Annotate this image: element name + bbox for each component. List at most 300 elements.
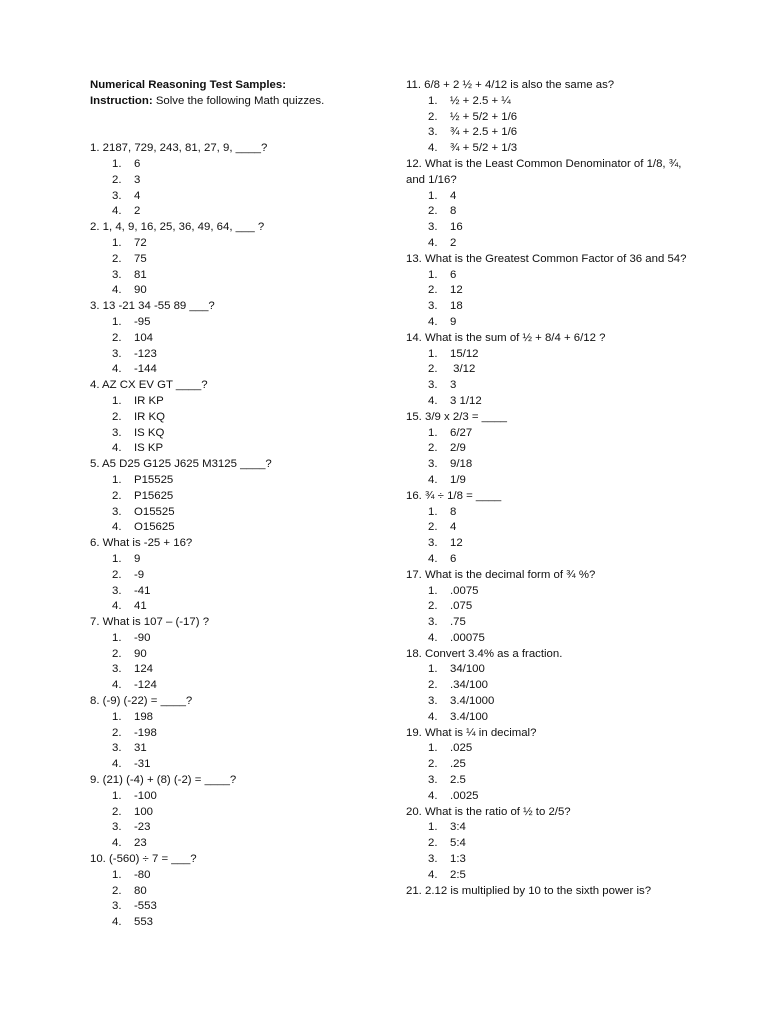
question-text: 4. AZ CX EV GT ____? — [90, 379, 208, 392]
question-text: 2. 1, 4, 9, 16, 25, 36, 49, 64, ___ ? — [90, 221, 265, 234]
option-number: 4. — [428, 631, 438, 644]
option-text: 81 — [134, 268, 147, 281]
option-number: 2. — [428, 837, 438, 850]
question-text: 8. (-9) (-22) = ____? — [90, 695, 193, 708]
answer-options — [406, 94, 690, 157]
question-text: 6. What is -25 + 16? — [90, 537, 193, 550]
option-text: -23 — [134, 821, 151, 834]
answer-options — [406, 741, 690, 804]
answer-options — [90, 394, 390, 457]
option-number: 2. — [428, 600, 438, 613]
answer-option — [406, 315, 690, 331]
option-number: 2. — [428, 284, 438, 297]
option-number: 1. — [112, 868, 122, 881]
answer-option — [90, 331, 390, 347]
answer-option — [90, 662, 390, 678]
option-number: 2. — [112, 331, 122, 344]
answer-option — [406, 710, 690, 726]
answer-option — [90, 189, 390, 205]
answer-option — [406, 394, 690, 410]
answer-option — [90, 805, 390, 821]
answer-option — [406, 520, 690, 536]
answer-option — [90, 899, 390, 915]
option-number: 3. — [428, 379, 438, 392]
question-text: 18. Convert 3.4% as a fraction. — [406, 647, 563, 660]
option-number: 4. — [428, 789, 438, 802]
option-text: .75 — [450, 616, 466, 629]
question-block — [90, 773, 390, 852]
question-block — [90, 852, 390, 931]
answer-option — [90, 868, 390, 884]
answer-option — [90, 489, 390, 505]
answer-option — [90, 631, 390, 647]
option-text: -90 — [134, 631, 151, 644]
answer-option — [406, 94, 690, 110]
answer-option — [90, 347, 390, 363]
answer-option — [90, 394, 390, 410]
option-text: 3:4 — [450, 821, 466, 834]
option-text: 6 — [134, 157, 141, 170]
option-text: 80 — [134, 884, 147, 897]
answer-options — [90, 236, 390, 299]
option-text: -124 — [134, 679, 157, 692]
question-text: 11. 6/8 + 2 ½ + 4/12 is also the same as? — [406, 79, 615, 91]
option-text: 4 — [450, 189, 457, 202]
question-text: 19. What is ¼ in decimal? — [406, 726, 537, 739]
option-number: 3. — [112, 268, 122, 281]
option-text: 9 — [450, 315, 457, 328]
option-number: 4. — [112, 442, 122, 455]
answer-option — [406, 268, 690, 284]
answer-option — [406, 141, 690, 157]
option-text: -100 — [134, 789, 157, 802]
option-text: -41 — [134, 584, 151, 597]
left-column — [90, 78, 390, 931]
answer-options — [90, 473, 390, 536]
option-text: IS KQ — [134, 426, 165, 439]
option-number: 1. — [112, 789, 122, 802]
answer-option — [406, 662, 690, 678]
option-number: 4. — [428, 868, 438, 881]
option-text: 2/9 — [450, 442, 466, 455]
option-text: 6/27 — [450, 426, 473, 439]
option-number: 3. — [112, 505, 122, 518]
option-number: 4. — [112, 521, 122, 534]
answer-option — [406, 631, 690, 647]
option-number: 2. — [112, 884, 122, 897]
question-text: 9. (21) (-4) + (8) (-2) = ____? — [90, 774, 237, 787]
option-number: 4. — [428, 315, 438, 328]
answer-option — [406, 852, 690, 868]
option-text: 12 — [450, 537, 463, 550]
answer-option — [406, 694, 690, 710]
option-text: 75 — [134, 252, 147, 265]
option-text: 90 — [134, 284, 147, 297]
answer-option — [406, 299, 690, 315]
option-number: 2. — [112, 489, 122, 502]
answer-options — [406, 347, 690, 410]
option-number: 2. — [112, 410, 122, 423]
option-number: 3. — [112, 584, 122, 597]
answer-option — [406, 283, 690, 299]
option-text: .00075 — [450, 631, 485, 644]
option-text: 34/100 — [450, 663, 485, 676]
answer-option — [90, 236, 390, 252]
option-number: 3. — [112, 347, 122, 360]
answer-option — [90, 441, 390, 457]
answer-option — [406, 378, 690, 394]
answer-options — [90, 868, 390, 931]
option-text: 8 — [450, 505, 457, 518]
option-text: 9 — [134, 552, 141, 565]
question-block — [90, 378, 390, 457]
answer-options — [406, 268, 690, 331]
option-text: .025 — [450, 742, 473, 755]
option-number: 2. — [112, 252, 122, 265]
answer-options — [90, 789, 390, 852]
answer-option — [90, 315, 390, 331]
answer-option — [406, 347, 690, 363]
answer-option — [90, 426, 390, 442]
answer-option — [406, 741, 690, 757]
option-number: 4. — [428, 394, 438, 407]
option-number: 4. — [112, 284, 122, 297]
option-number: 3. — [428, 537, 438, 550]
option-number: 2. — [428, 363, 438, 376]
answer-option — [90, 678, 390, 694]
answer-options — [90, 631, 390, 694]
option-text: 3 1/12 — [450, 394, 482, 407]
answer-options — [406, 505, 690, 568]
answer-option — [406, 236, 690, 252]
option-number: 2. — [112, 805, 122, 818]
answer-option — [90, 520, 390, 536]
answer-option — [90, 647, 390, 663]
option-text: 6 — [450, 268, 457, 281]
answer-option — [406, 757, 690, 773]
question-block — [406, 252, 690, 331]
option-number: 4. — [428, 473, 438, 486]
option-number: 2. — [428, 758, 438, 771]
answer-option — [90, 915, 390, 931]
option-text: -144 — [134, 363, 157, 376]
option-number: 2. — [112, 726, 122, 739]
option-number: 3. — [428, 221, 438, 234]
option-text: 8 — [450, 205, 457, 218]
option-text: .0025 — [450, 789, 479, 802]
option-text: O15625 — [134, 521, 175, 534]
option-number: 1. — [428, 663, 438, 676]
option-text: 124 — [134, 663, 154, 676]
question-block — [406, 726, 690, 805]
option-number: 4. — [112, 600, 122, 613]
option-text: 4 — [450, 521, 457, 534]
option-number: 3. — [112, 426, 122, 439]
question-block — [406, 647, 690, 726]
option-number: 3. — [428, 695, 438, 708]
answer-option — [406, 836, 690, 852]
option-number: 4. — [428, 236, 438, 249]
question-block — [406, 884, 690, 900]
option-text: IS KP — [134, 442, 164, 455]
option-number: 1. — [428, 94, 438, 107]
option-text: 4 — [134, 189, 141, 202]
answer-option — [90, 252, 390, 268]
question-text: 13. What is the Greatest Common Factor of 36 and 54? — [406, 252, 687, 265]
option-number: 1. — [112, 315, 122, 328]
option-text: .0075 — [450, 584, 479, 597]
option-number: 1. — [428, 347, 438, 360]
question-block — [406, 805, 690, 884]
answer-option — [90, 726, 390, 742]
option-text: 198 — [134, 710, 154, 723]
option-text: 2 — [450, 236, 457, 249]
document-title: Numerical Reasoning Test Samples: — [90, 79, 287, 91]
question-text: 17. What is the decimal form of ¾ %? — [406, 568, 596, 581]
answer-option — [90, 410, 390, 426]
option-text: 2:5 — [450, 868, 466, 881]
option-text: 100 — [134, 805, 154, 818]
option-text: 9/18 — [450, 458, 473, 471]
option-number: 1. — [112, 552, 122, 565]
answer-option — [406, 204, 690, 220]
question-text: 20. What is the ratio of ½ to 2/5? — [406, 805, 571, 818]
answer-option — [406, 473, 690, 489]
option-number: 1. — [428, 426, 438, 439]
option-number: 3. — [112, 189, 122, 202]
question-text: 7. What is 107 – (-17) ? — [90, 616, 210, 629]
option-text: -95 — [134, 315, 151, 328]
option-text: -31 — [134, 758, 151, 771]
answer-option — [90, 836, 390, 852]
option-number: 1. — [112, 157, 122, 170]
question-text: 12. What is the Least Common Denominator of 1/8, ¾, and 1/16? — [406, 157, 682, 186]
answer-option — [406, 426, 690, 442]
option-text: P15625 — [134, 489, 174, 502]
option-number: 2. — [112, 647, 122, 660]
question-list-right — [406, 78, 690, 899]
answer-option — [90, 568, 390, 584]
option-number: 1. — [428, 505, 438, 518]
option-text: 3.4/1000 — [450, 695, 495, 708]
answer-option — [90, 173, 390, 189]
option-text: 31 — [134, 742, 147, 755]
option-number: 3. — [112, 663, 122, 676]
option-text: ¾ + 5/2 + 1/3 — [450, 142, 518, 155]
answer-options — [90, 710, 390, 773]
option-text: 1/9 — [450, 473, 466, 486]
question-text: 21. 2.12 is multiplied by 10 to the sixth power is? — [406, 884, 652, 897]
option-number: 1. — [428, 584, 438, 597]
answer-option — [90, 473, 390, 489]
question-block — [406, 568, 690, 647]
option-number: 4. — [428, 552, 438, 565]
question-block — [90, 299, 390, 378]
option-text: .25 — [450, 758, 466, 771]
right-column — [406, 78, 690, 899]
option-text: .075 — [450, 600, 473, 613]
question-block — [90, 694, 390, 773]
option-text: 18 — [450, 300, 463, 313]
question-block — [90, 141, 390, 220]
option-text: IR KP — [134, 394, 164, 407]
question-text: 10. (-560) ÷ 7 = ___? — [90, 853, 197, 866]
question-text: 14. What is the sum of ½ + 8/4 + 6/12 ? — [406, 331, 606, 344]
option-text: 2.5 — [450, 774, 466, 787]
option-number: 2. — [428, 110, 438, 123]
answer-option — [90, 505, 390, 521]
question-text: 3. 13 -21 34 -55 89 ___? — [90, 300, 215, 313]
answer-option — [406, 552, 690, 568]
answer-option — [90, 283, 390, 299]
option-text: -80 — [134, 868, 151, 881]
option-number: 1. — [428, 189, 438, 202]
answer-options — [406, 662, 690, 725]
option-number: 2. — [428, 521, 438, 534]
answer-option — [406, 789, 690, 805]
answer-option — [406, 678, 690, 694]
option-text: ½ + 5/2 + 1/6 — [450, 110, 518, 123]
option-text: 3.4/100 — [450, 710, 489, 723]
option-text: 104 — [134, 331, 154, 344]
option-number: 3. — [428, 853, 438, 866]
option-text: 1:3 — [450, 853, 466, 866]
question-block — [406, 410, 690, 489]
option-number: 4. — [112, 363, 122, 376]
option-text: P15525 — [134, 473, 174, 486]
question-block — [406, 157, 690, 252]
option-number: 1. — [112, 631, 122, 644]
option-number: 4. — [112, 837, 122, 850]
answer-option — [90, 268, 390, 284]
instruction-line — [90, 94, 390, 110]
option-text: 6 — [450, 552, 457, 565]
answer-options — [406, 189, 690, 252]
question-block — [90, 536, 390, 615]
option-text: ¾ + 2.5 + 1/6 — [450, 126, 518, 139]
option-number: 3. — [112, 900, 122, 913]
option-text: 12 — [450, 284, 463, 297]
option-number: 4. — [112, 679, 122, 692]
answer-option — [90, 710, 390, 726]
option-text: O15525 — [134, 505, 175, 518]
question-text: 15. 3/9 x 2/3 = ____ — [406, 410, 508, 423]
answer-options — [406, 584, 690, 647]
answer-option — [90, 362, 390, 378]
answer-options — [406, 820, 690, 883]
option-text: 23 — [134, 837, 147, 850]
answer-option — [406, 868, 690, 884]
option-text: 5:4 — [450, 837, 466, 850]
answer-options — [90, 552, 390, 615]
option-text: 3 — [134, 173, 141, 186]
option-text: -553 — [134, 900, 157, 913]
option-number: 1. — [428, 268, 438, 281]
option-text: 90 — [134, 647, 147, 660]
answer-option — [90, 820, 390, 836]
answer-option — [406, 362, 690, 378]
answer-option — [406, 125, 690, 141]
answer-option — [406, 584, 690, 600]
option-text: 2 — [134, 205, 141, 218]
answer-option — [406, 615, 690, 631]
question-block — [406, 78, 690, 157]
option-number: 1. — [112, 236, 122, 249]
option-text: -9 — [134, 568, 145, 581]
answer-option — [406, 773, 690, 789]
answer-option — [406, 820, 690, 836]
option-text: 41 — [134, 600, 147, 613]
answer-option — [406, 189, 690, 205]
answer-option — [90, 789, 390, 805]
option-number: 4. — [112, 916, 122, 929]
instruction-label: Instruction: — [90, 94, 153, 107]
question-block — [90, 457, 390, 536]
question-list-left — [90, 141, 390, 931]
answer-option — [90, 741, 390, 757]
answer-option — [406, 220, 690, 236]
option-number: 1. — [112, 394, 122, 407]
option-number: 3. — [428, 774, 438, 787]
option-number: 1. — [112, 473, 122, 486]
option-number: 3. — [112, 742, 122, 755]
answer-option — [90, 884, 390, 900]
answer-options — [90, 315, 390, 378]
question-text: 5. A5 D25 G125 J625 M3125 ____? — [90, 458, 272, 471]
answer-option — [90, 584, 390, 600]
instruction-text: Solve the following Math quizzes. — [152, 94, 325, 107]
option-number: 1. — [112, 710, 122, 723]
option-number: 2. — [428, 205, 438, 218]
option-text: 3/12 — [450, 363, 476, 376]
option-text: 15/12 — [450, 347, 479, 360]
option-number: 2. — [112, 173, 122, 186]
question-text: 1. 2187, 729, 243, 81, 27, 9, ____? — [90, 142, 268, 155]
option-text: -123 — [134, 347, 157, 360]
option-number: 3. — [428, 616, 438, 629]
question-block — [406, 489, 690, 568]
question-block — [406, 331, 690, 410]
option-text: 16 — [450, 221, 463, 234]
option-text: ½ + 2.5 + ¼ — [450, 94, 511, 107]
option-number: 4. — [112, 205, 122, 218]
option-number: 3. — [428, 300, 438, 313]
option-number: 3. — [428, 126, 438, 139]
answer-option — [406, 599, 690, 615]
answer-option — [90, 599, 390, 615]
answer-option — [406, 536, 690, 552]
question-block — [90, 615, 390, 694]
option-number: 3. — [428, 458, 438, 471]
option-text: -198 — [134, 726, 157, 739]
answer-option — [406, 441, 690, 457]
option-number: 1. — [428, 742, 438, 755]
document-header — [90, 78, 390, 110]
option-number: 4. — [428, 142, 438, 155]
answer-option — [406, 457, 690, 473]
answer-option — [406, 110, 690, 126]
option-number: 4. — [428, 710, 438, 723]
option-number: 2. — [112, 568, 122, 581]
option-text: 3 — [450, 379, 457, 392]
answer-option — [406, 505, 690, 521]
answer-option — [90, 757, 390, 773]
answer-option — [90, 552, 390, 568]
option-number: 1. — [428, 821, 438, 834]
answer-option — [90, 204, 390, 220]
option-number: 4. — [112, 758, 122, 771]
option-number: 2. — [428, 679, 438, 692]
